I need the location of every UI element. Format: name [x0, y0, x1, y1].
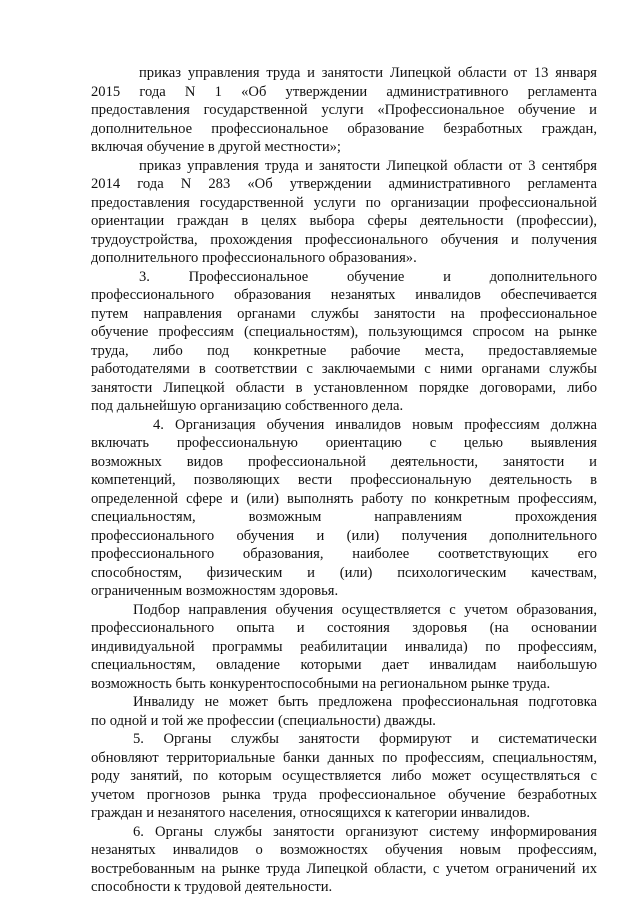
text-line: включать профессиональную ориентацию с целью выявления — [91, 435, 597, 451]
text-line: предоставления государственной услуги по организации профессиональной — [91, 194, 597, 211]
text-line: работодателями в соответствии с заключаемыми с ними органами службы — [91, 361, 597, 377]
text-line: дополнительное профессиональное образование безработных граждан, — [91, 120, 597, 137]
text-line: незанятых инвалидов о возможностях обучения новым профессиям, — [91, 842, 597, 858]
text-line: Подбор направления обучения осуществляется с учетом образования, — [133, 601, 597, 618]
text-line: обновляют территориальные банки данных по профессиям, специальностям, — [91, 749, 597, 766]
text-line: 6. Органы службы занятости организуют систему информирования — [133, 823, 597, 840]
text-line: приказ управления труда и занятости Липецкой области от 3 сентября — [139, 157, 597, 174]
text-line: роду занятий, по которым осуществляется либо может осуществляться с — [91, 768, 597, 784]
text-line: компетенций, позволяющих вести профессиональную деятельность в — [91, 472, 597, 488]
text-line: дополнительного профессионального образования». — [91, 250, 417, 266]
text-line: путем направления органами службы занятости на профессиональное — [91, 305, 597, 322]
text-line: по одной и той же профессии (специальности) дважды. — [91, 712, 436, 729]
text-line: под дальнейшую организацию собственного дела. — [91, 398, 404, 414]
text-line: способностям, физическим и (или) психологическим качествам, — [91, 564, 597, 581]
text-line: занятости Липецкой области в установленном порядке договорами, либо — [91, 379, 597, 396]
text-line: ограниченным возможностям здоровья. — [91, 583, 339, 599]
text-line: учетом прогнозов рынка труда профессиональное обучение безработных — [91, 786, 597, 803]
text-line: 2014 года N 283 «Об утверждении административного регламента — [91, 176, 597, 192]
text-line: граждан и незанятого населения, относящихся к категории инвалидов. — [91, 805, 530, 821]
text-line: труда, либо под конкретные рабочие места, предоставляемые — [91, 342, 597, 359]
document-body — [91, 64, 597, 897]
text-line: определенной сфере и (или) выполнять работу по конкретным профессиям, — [91, 490, 597, 507]
text-line: Инвалиду не может быть предложена профессиональная подготовка — [133, 694, 597, 710]
text-line: индивидуальной программы реабилитации инвалида) по профессиям, — [91, 638, 597, 655]
text-line: возможность быть конкурентоспособными на региональном рынке труда. — [91, 675, 551, 692]
text-line: профессионального обучения и (или) получения дополнительного — [91, 527, 597, 544]
text-line: профессионального опыта и состояния здоровья (на основании — [91, 620, 597, 636]
text-line: трудоустройства, прохождения профессионального обучения и получения — [91, 231, 597, 248]
text-line: 2015 года N 1 «Об утверждении административного регламента — [91, 83, 597, 100]
text-line: профессионального образования незанятых инвалидов обеспечивается — [91, 287, 597, 303]
text-line: востребованным на рынке труда Липецкой области, с учетом ограничений их — [91, 860, 597, 877]
text-line: возможных видов профессиональной деятельности, занятости и — [91, 453, 597, 470]
text-line: специальностям, овладение которыми дает инвалидам наибольшую — [91, 657, 597, 673]
text-line: специальностям, возможным направлениям прохождения — [91, 509, 597, 525]
text-line: ориентации граждан в целях выбора сферы деятельности (профессии), — [91, 213, 597, 229]
text-line: 3. Профессиональное обучение и дополнительного — [139, 268, 597, 285]
text-line: 4. Организация обучения инвалидов новым профессиям должна — [153, 416, 597, 433]
text-line: включая обучение в другой местности»; — [91, 139, 341, 155]
text-line: предоставления государственной услуги «Профессиональное обучение и — [91, 102, 597, 118]
text-line: 5. Органы службы занятости формируют и систематически — [133, 731, 597, 747]
text-line: способности к трудовой деятельности. — [91, 879, 333, 895]
text-line: профессионального образования, наиболее соответствующих его — [91, 546, 597, 562]
text-line: приказ управления труда и занятости Липецкой области от 13 января — [139, 65, 597, 81]
text-line: обучение профессиям (специальностям), пользующимся спросом на рынке — [91, 324, 597, 340]
